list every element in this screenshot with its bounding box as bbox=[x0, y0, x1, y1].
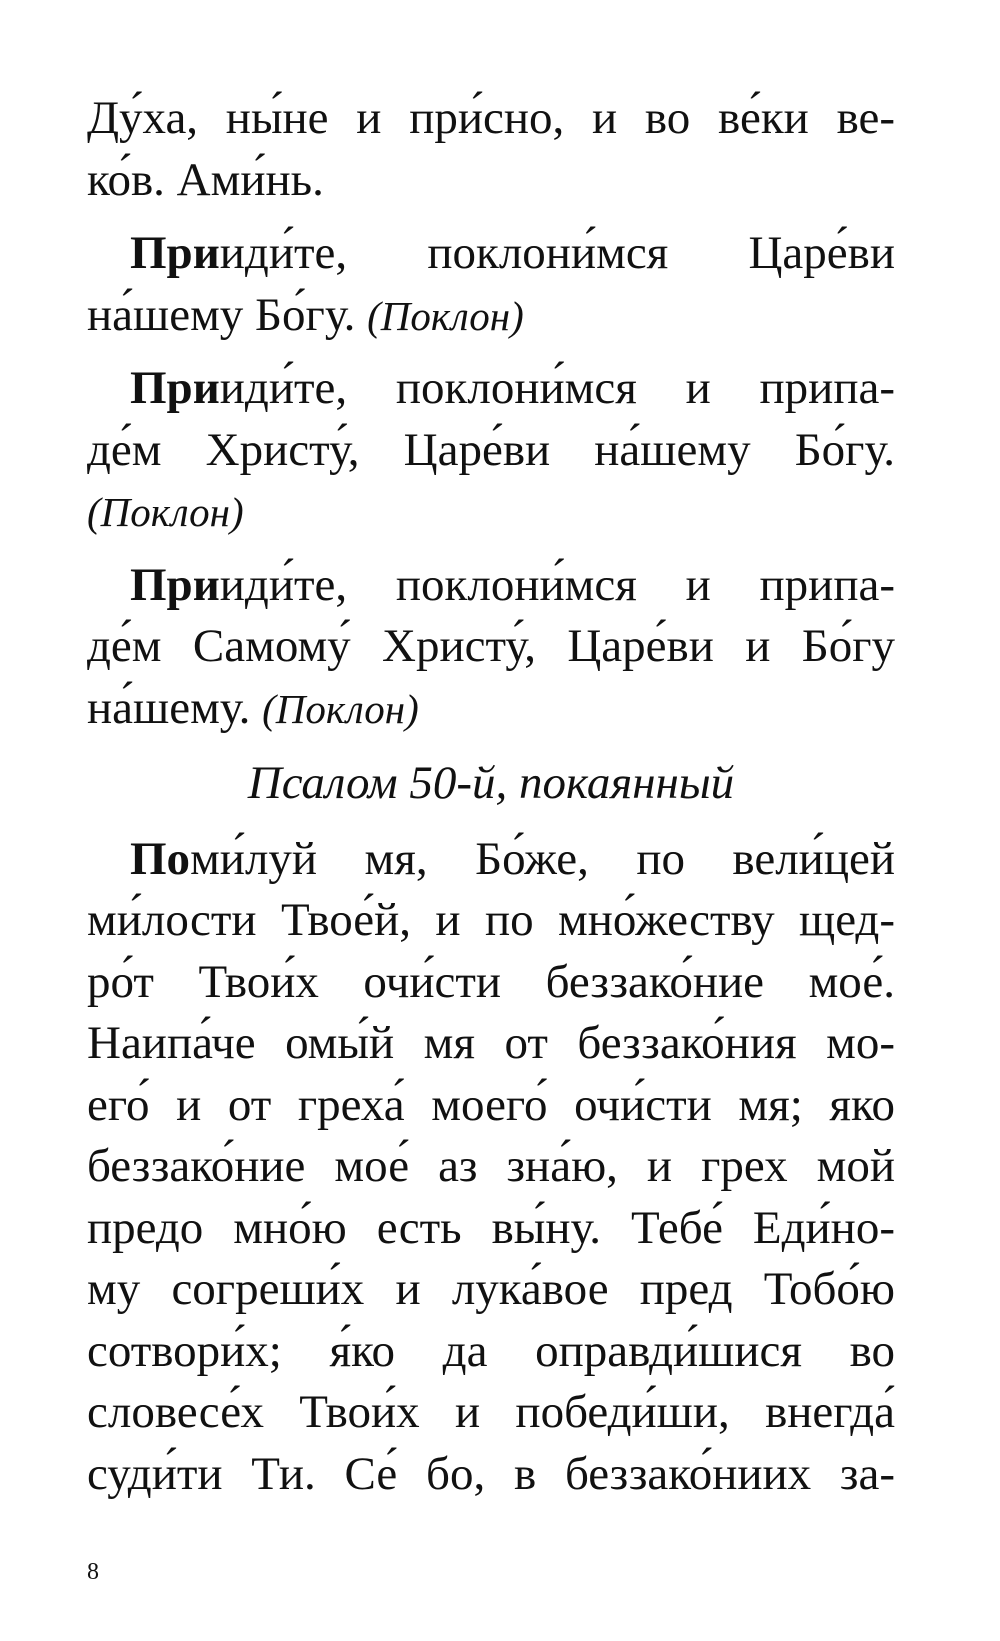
rubric: (Поклон) bbox=[367, 292, 524, 339]
text-line bbox=[87, 481, 895, 543]
text-line bbox=[87, 829, 895, 891]
initial-letters: При bbox=[130, 362, 220, 414]
text-line: его́ и от греха́ моего́ очи́сти мя; яко bbox=[87, 1078, 895, 1131]
text-line: суди́ти Ти. Се́ бо, в беззако́ниих за- bbox=[87, 1447, 895, 1500]
text-line bbox=[87, 358, 895, 420]
line-text: ми́луй мя, Бо́же, по вели́цей bbox=[190, 832, 895, 885]
section-title: Псалом 50-й, покаянный bbox=[247, 757, 735, 809]
text-line bbox=[87, 223, 895, 285]
text-line: предо мно́ю есть вы́ну. Тебе́ Еди́но- bbox=[87, 1201, 895, 1254]
text-line: беззако́ние мое́ аз зна́ю, и грех мой bbox=[87, 1140, 895, 1192]
rubric: (Поклон) bbox=[87, 489, 244, 535]
text-line: ро́т Твои́х очи́сти беззако́ние мое́. bbox=[87, 955, 895, 1008]
line-text: иди́те, поклони́мся и припа- bbox=[219, 362, 895, 414]
text-line bbox=[87, 285, 895, 347]
text-line: му согреши́х и лука́вое пред Тобо́ю bbox=[87, 1263, 895, 1315]
line-text: на́шему Бо́гу. bbox=[87, 288, 356, 341]
text-line: де́м Христу́, Царе́ви на́шему Бо́гу. bbox=[87, 423, 895, 476]
text-line: словесе́х Твои́х и победи́ши, внегда́ bbox=[87, 1386, 895, 1438]
text-line bbox=[87, 678, 895, 740]
rubric: (Поклон) bbox=[262, 685, 419, 732]
line-text: иди́те, поклони́мся Царе́ви bbox=[219, 227, 895, 279]
text-line: Ду́ха, ны́не и при́сно, и во ве́ки ве- bbox=[87, 92, 895, 144]
text-line: ми́лости Твое́й, и по мно́жеству щед- bbox=[87, 894, 895, 946]
line-text: иди́те, поклони́мся и припа- bbox=[219, 558, 895, 611]
text-line: Наипа́че омы́й мя от беззако́ния мо- bbox=[87, 1017, 895, 1069]
initial-letters: По bbox=[130, 832, 191, 885]
initial-letters: При bbox=[130, 558, 220, 611]
text-line: де́м Самому́ Христу́, Царе́ви и Бо́гу bbox=[87, 620, 895, 672]
initial-letters: При bbox=[130, 227, 220, 279]
line-text: на́шему. bbox=[87, 681, 251, 734]
text-line: сотвори́х; я́ко да оправди́шися во bbox=[87, 1324, 895, 1377]
page-number: 8 bbox=[87, 1559, 99, 1585]
page-text bbox=[87, 88, 895, 1505]
text-line: ко́в. Ами́нь. bbox=[87, 153, 324, 206]
text-line bbox=[87, 555, 895, 617]
